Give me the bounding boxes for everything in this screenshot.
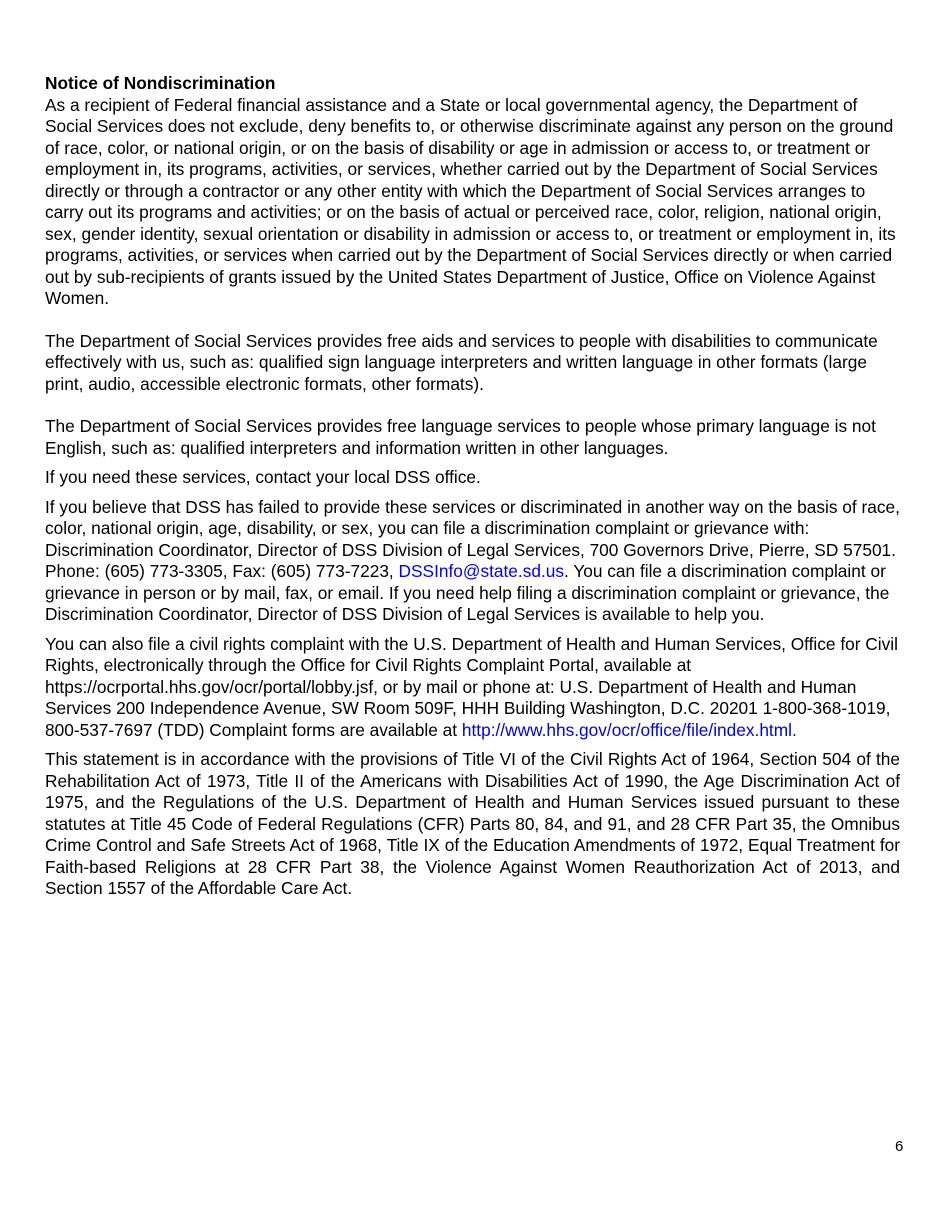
- complaint-text-before: If you believe that DSS has failed to provide these services or discriminated in another way on the basis of race, color, national origin, age, disability, or sex, you can file a discrimination complaint or grievance with: Discrimination Coordinator, Director of DSS Division of Legal Services, 700 Governors Drive, Pierre, SD 57501. Phone: (605) 773-3305, Fax: (605) 773-7223,: [45, 496, 900, 581]
- paragraph-legal-statement: This statement is in accordance with the provisions of Title VI of the Civil Rights Act of 1964, Section 504 of the Rehabilitation Act of 1973, Title II of the Americans with Disabilities Act of 1990, the Age Discrimination Act of 1975, and the Regulations of the U.S. Department of Health and Human Services issued pursuant to these statutes at Title 45 Code of Federal Regulations (CFR) Parts 80, 84, and 91, and 28 CFR Part 35, the Omnibus Crime Control and Safe Streets Act of 1968, Title IX of the Education Amendments of 1972, Equal Treatment for Faith-based Religions at 28 CFR Part 38, the Violence Against Women Reauthorization Act of 2013, and Section 1557 of the Affordable Care Act.: [45, 749, 900, 898]
- page-number: 6: [895, 1138, 904, 1155]
- paragraph-nondiscrimination: As a recipient of Federal financial assistance and a State or local governmental agency, the Department of Social Services does not exclude, deny benefits to, or otherwise discriminate against any person on the ground of race, color, or national origin, or on the basis of disability or age in admission or access to, or treatment or employment in, its programs, activities, or services, whether carried out by the Department of Social Services directly or through a contractor or any other entity with which the Department of Social Services arranges to carry out its programs and activities; or on the basis of actual or perceived race, color, religion, national origin, sex, gender identity, sexual orientation or disability in admission or access to, or treatment or employment in, its programs, activities, or services when carried out by the Department of Social Services directly or when carried out by sub-recipients of grants issued by the United States Department of Justice, Office on Violence Against Women.: [45, 94, 896, 308]
- document-body: [45, 73, 900, 900]
- document-title: Notice of Nondiscrimination: [45, 73, 276, 93]
- dss-email-link[interactable]: DSSInfo@state.sd.us: [398, 561, 565, 581]
- hhs-forms-link[interactable]: http://www.hhs.gov/ocr/office/file/index.html.: [461, 719, 797, 740]
- civil-rights-text: You can also file a civil rights complaint with the U.S. Department of Health and Human Services, Office for Civil Rights, electronically through the Office for Civil Rights Complaint Portal, available at https://ocrportal.hhs.gov/ocr/portal/lobby.jsf, or by mail or phone at: U.S. Department of Health and Human Services 200 Independence Avenue, SW Room 509F, HHH Building Washington, D.C. 20201 1-800-368-1019, 800-537-7697 (TDD) Complaint forms are available at: [45, 633, 898, 740]
- paragraph-contact-office: If you need these services, contact your local DSS office.: [45, 467, 481, 487]
- complaint-text-after: . You can file a discrimination complaint or grievance in person or by mail, fax, or email. If you need help filing a discrimination complaint or grievance, the Discrimination Coordinator, Director of DSS Division of Legal Services is available to help you.: [45, 561, 890, 624]
- paragraph-complaint-dss: [45, 497, 900, 626]
- paragraph-language-services: The Department of Social Services provides free language services to people whose primary language is not English, such as: qualified interpreters and information written in other languages.: [45, 416, 876, 458]
- paragraph-disability-aids: The Department of Social Services provides free aids and services to people with disabilities to communicate effectively with us, such as: qualified sign language interpreters and written language in other formats (large print, audio, accessible electronic formats, other formats).: [45, 330, 878, 394]
- paragraph-civil-rights-complaint: [45, 634, 900, 742]
